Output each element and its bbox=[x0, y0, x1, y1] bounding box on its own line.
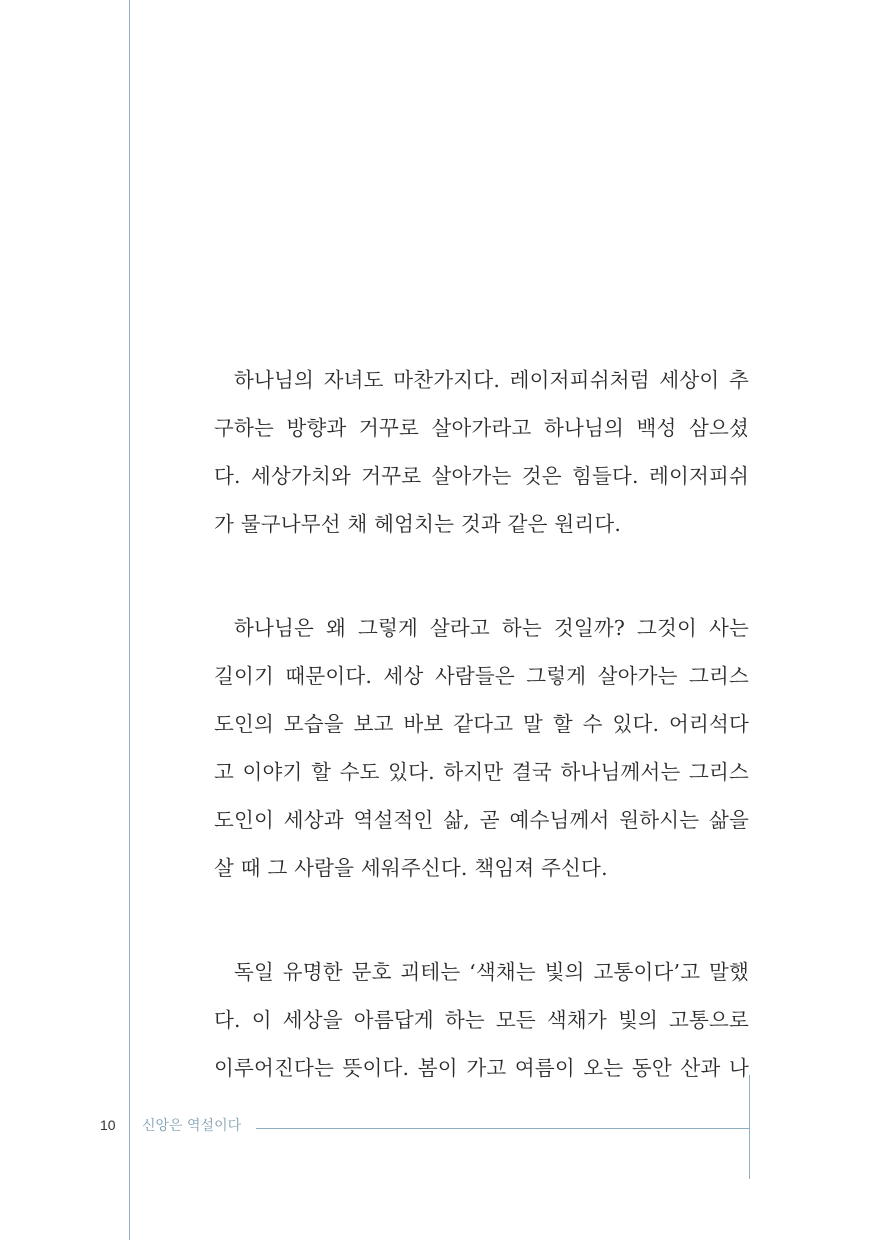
text-line: 독일 유명한 문호 괴테는 ‘색채는 빛의 고통이다’고 말했 bbox=[234, 960, 749, 984]
paragraph-2 bbox=[214, 604, 749, 892]
text-line: 이루어진다는 뜻이다. 봄이 가고 여름이 오는 동안 산과 나 bbox=[214, 1056, 749, 1080]
text-line: 다. 이 세상을 아름답게 하는 모든 색채가 빛의 고통으로 bbox=[214, 1008, 749, 1032]
text-line: 살 때 그 사람을 세워주신다. 책임져 주신다. bbox=[214, 856, 608, 880]
footer-rule bbox=[256, 1128, 750, 1129]
text-line: 고 이야기 할 수도 있다. 하지만 결국 하나님께서는 그리스 bbox=[214, 760, 749, 784]
text-line: 도인이 세상과 역설적인 삶, 곧 예수님께서 원하시는 삶을 bbox=[214, 808, 749, 832]
text-line: 하나님의 자녀도 마찬가지다. 레이저피쉬처럼 세상이 추 bbox=[234, 368, 749, 392]
left-margin-rule bbox=[129, 0, 130, 1240]
text-line: 하나님은 왜 그렇게 살라고 하는 것일까? 그것이 사는 bbox=[234, 616, 749, 640]
text-line: 다. 세상가치와 거꾸로 살아가는 것은 힘들다. 레이저피쉬 bbox=[214, 464, 749, 488]
paragraph-1 bbox=[214, 356, 749, 548]
text-line: 가 물구나무선 채 헤엄치는 것과 같은 원리다. bbox=[214, 512, 622, 536]
text-line: 도인의 모습을 보고 바보 같다고 말 할 수 있다. 어리석다 bbox=[214, 712, 749, 736]
text-line: 구하는 방향과 거꾸로 살아가라고 하나님의 백성 삼으셨 bbox=[214, 416, 749, 440]
paragraph-3 bbox=[214, 948, 749, 1092]
corner-rule bbox=[749, 1075, 750, 1179]
body-text bbox=[214, 356, 749, 1148]
page-number: 10 bbox=[100, 1117, 116, 1133]
text-line: 길이기 때문이다. 세상 사람들은 그렇게 살아가는 그리스 bbox=[214, 664, 749, 688]
running-footer-title: 신앙은 역설이다 bbox=[142, 1118, 242, 1134]
